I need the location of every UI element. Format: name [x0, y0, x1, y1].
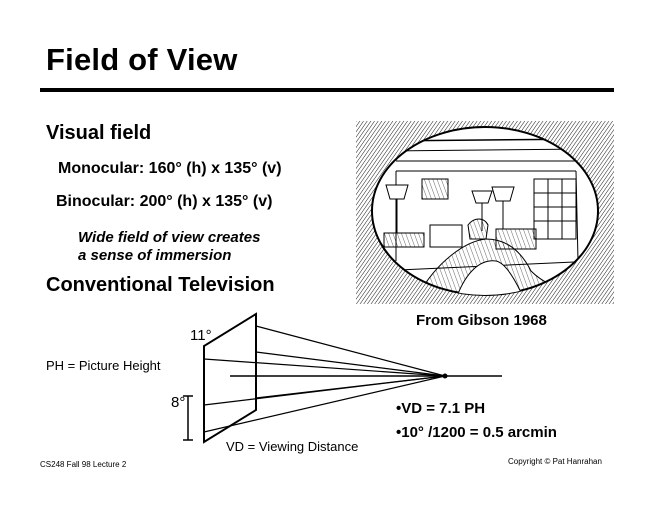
title-divider: [40, 88, 614, 92]
monocular-text: Monocular: 160° (h) x 135° (v): [58, 160, 282, 177]
tv-heading: Conventional Television: [46, 274, 275, 296]
viewing-distance-label: VD = Viewing Distance: [226, 439, 359, 454]
arcmin-fact: •10° /1200 = 0.5 arcmin: [396, 424, 557, 441]
visual-field-heading: Visual field: [46, 122, 152, 144]
immersion-note-line1: Wide field of view creates: [78, 229, 261, 246]
tv-screen-outline: [204, 314, 256, 442]
binocular-text: Binocular: 200° (h) x 135° (v): [56, 193, 273, 210]
footer-copyright: Copyright © Pat Hanrahan: [508, 457, 602, 466]
vd-fact: •VD = 7.1 PH: [396, 400, 486, 417]
picture-height-label: PH = Picture Height: [46, 358, 161, 373]
footer-course: CS248 Fall 98 Lecture 2: [40, 460, 127, 469]
slide-title: Field of View: [46, 42, 238, 77]
angle-11-label: 11°: [190, 327, 212, 344]
immersion-note-line2: a sense of immersion: [78, 247, 232, 264]
image-caption: From Gibson 1968: [416, 312, 547, 329]
angle-8-label: 8°: [171, 394, 186, 411]
eye-point: [443, 374, 448, 379]
gibson-visual-field-illustration: [356, 121, 614, 304]
